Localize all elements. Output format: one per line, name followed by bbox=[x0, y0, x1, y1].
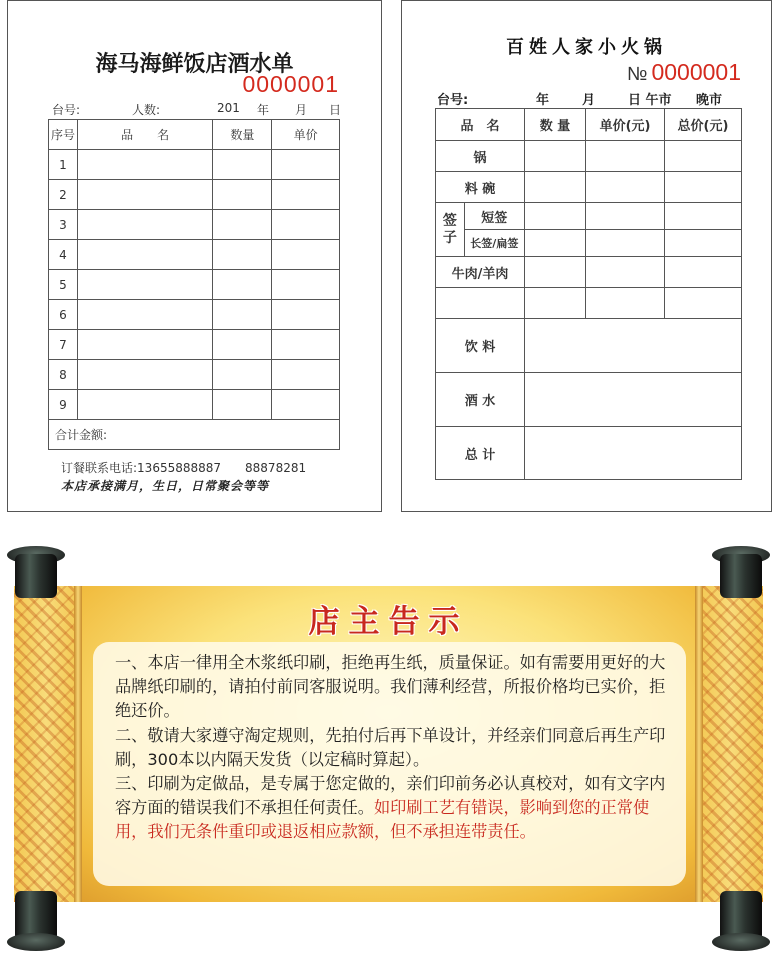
table-row bbox=[436, 203, 742, 230]
price-cell[interactable] bbox=[272, 210, 340, 240]
row-index: 4 bbox=[49, 240, 78, 270]
table-row bbox=[436, 288, 742, 319]
table-row bbox=[436, 319, 742, 373]
notice-paragraph-1: 一、本店一律用全木浆纸印刷，拒绝再生纸，质量保证。如有需要用更好的大品牌纸印刷的，请拍付前同客服说明。我们薄利经营，所报价格均已实价，拒绝还价。 bbox=[115, 653, 666, 721]
table-row bbox=[49, 150, 340, 180]
header-unit-price: 单价(元) bbox=[586, 109, 665, 141]
header-name: 品 名 bbox=[77, 120, 213, 150]
table-row bbox=[436, 141, 742, 172]
notice-paragraph-2: 二、敬请大家遵守淘定规则，先拍付后再下单设计，并经亲们同意后再生产印刷，300本以内隔天发货（以定稿时算起）。 bbox=[115, 725, 666, 769]
price-cell[interactable] bbox=[272, 360, 340, 390]
table-header bbox=[436, 109, 742, 141]
total-label: 合计金额: bbox=[49, 420, 340, 450]
quantity-cell[interactable] bbox=[213, 150, 272, 180]
header-quantity: 数 量 bbox=[524, 109, 585, 141]
roller-top-right bbox=[720, 554, 762, 598]
table-label: 台号: bbox=[52, 103, 81, 117]
total-price-cell[interactable] bbox=[664, 230, 741, 257]
table-row bbox=[436, 257, 742, 288]
header-total-price: 总价(元) bbox=[664, 109, 741, 141]
quantity-cell[interactable] bbox=[213, 270, 272, 300]
item-drinks: 饮 料 bbox=[436, 319, 525, 373]
notice-paragraph-3 bbox=[115, 772, 672, 845]
price-cell[interactable] bbox=[272, 390, 340, 420]
item-cell[interactable] bbox=[77, 300, 213, 330]
serial-number bbox=[627, 59, 741, 86]
item-cell[interactable] bbox=[436, 288, 525, 319]
table-row bbox=[49, 210, 340, 240]
quantity-cell[interactable] bbox=[524, 230, 585, 257]
price-cell[interactable] bbox=[272, 240, 340, 270]
service-slogan: 本店承接满月，生日，日常聚会等等 bbox=[61, 479, 270, 493]
year-prefix: 201 bbox=[217, 101, 240, 115]
drink-menu-form bbox=[7, 0, 382, 512]
total-price-cell[interactable] bbox=[664, 141, 741, 172]
unit-price-cell[interactable] bbox=[586, 288, 665, 319]
order-table bbox=[48, 119, 340, 450]
table-header bbox=[49, 120, 340, 150]
year-unit: 年 bbox=[257, 103, 270, 117]
price-cell[interactable] bbox=[272, 270, 340, 300]
row-index: 9 bbox=[49, 390, 78, 420]
quantity-cell[interactable] bbox=[524, 288, 585, 319]
table-row bbox=[49, 390, 340, 420]
quantity-cell[interactable] bbox=[213, 390, 272, 420]
quantity-cell[interactable] bbox=[524, 172, 585, 203]
header-index: 序号 bbox=[49, 120, 78, 150]
price-cell[interactable] bbox=[272, 330, 340, 360]
item-cell[interactable] bbox=[77, 270, 213, 300]
row-index: 2 bbox=[49, 180, 78, 210]
table-row bbox=[49, 300, 340, 330]
quantity-cell[interactable] bbox=[524, 257, 585, 288]
quantity-cell[interactable] bbox=[213, 360, 272, 390]
unit-price-cell[interactable] bbox=[586, 172, 665, 203]
item-cell[interactable] bbox=[77, 330, 213, 360]
unit-price-cell[interactable] bbox=[586, 203, 665, 230]
unit-price-cell[interactable] bbox=[586, 230, 665, 257]
item-short-skewer: 短签 bbox=[464, 203, 524, 230]
table-row bbox=[49, 180, 340, 210]
notice-title: 店主告示 bbox=[308, 604, 469, 640]
month-unit: 月 bbox=[582, 93, 596, 108]
roller-top-left bbox=[15, 554, 57, 598]
month-unit: 月 bbox=[295, 103, 308, 117]
total-price-cell[interactable] bbox=[664, 257, 741, 288]
row-index: 3 bbox=[49, 210, 78, 240]
table-row bbox=[49, 360, 340, 390]
number-symbol: № bbox=[627, 64, 648, 85]
total-price-cell[interactable] bbox=[664, 203, 741, 230]
row-index: 8 bbox=[49, 360, 78, 390]
table-row bbox=[49, 240, 340, 270]
evening-label: 晚市 bbox=[696, 93, 723, 108]
order-phone: 订餐联系电话:13655888887 88878281 bbox=[61, 461, 307, 475]
people-label: 人数: bbox=[132, 103, 161, 117]
table-row bbox=[49, 330, 340, 360]
item-cell[interactable] bbox=[77, 240, 213, 270]
item-beef-lamb: 牛肉/羊肉 bbox=[436, 257, 525, 288]
drinks-amount-cell[interactable] bbox=[524, 319, 741, 373]
roller-cap-bottom-right bbox=[712, 933, 770, 951]
table-row bbox=[49, 270, 340, 300]
noon-label: 日 午市 bbox=[628, 93, 672, 108]
notice-paragraph-3-black: 三、印刷为定做品，是专属于您定做的，亲们印前务必认真校对，如有文字内容方面的错误我们不承担任何责任。 bbox=[115, 774, 666, 818]
unit-price-cell[interactable] bbox=[586, 141, 665, 172]
quantity-cell[interactable] bbox=[213, 210, 272, 240]
row-index: 1 bbox=[49, 150, 78, 180]
item-sauce-bowl: 料 碗 bbox=[436, 172, 525, 203]
total-price-cell[interactable] bbox=[664, 172, 741, 203]
quantity-cell[interactable] bbox=[213, 240, 272, 270]
form-title: 海马海鲜饭店酒水单 bbox=[95, 51, 294, 77]
item-cell[interactable] bbox=[77, 180, 213, 210]
notice-text-box bbox=[93, 642, 686, 886]
notice-paragraph-3-red: 如印刷工艺有错误，影响到您的正常使用，我们无条件重印或退返相应款额，但不承担连带责任。 bbox=[115, 798, 650, 842]
quantity-cell[interactable] bbox=[524, 141, 585, 172]
item-alcohol: 酒 水 bbox=[436, 373, 525, 427]
price-cell[interactable] bbox=[272, 150, 340, 180]
total-row bbox=[49, 420, 340, 450]
item-skewers: 签子 bbox=[436, 203, 465, 257]
row-index: 6 bbox=[49, 300, 78, 330]
item-cell[interactable] bbox=[77, 390, 213, 420]
item-pot: 锅 bbox=[436, 141, 525, 172]
quantity-cell[interactable] bbox=[213, 180, 272, 210]
day-unit: 日 bbox=[329, 103, 342, 117]
table-label: 台号: bbox=[437, 93, 469, 108]
quantity-cell[interactable] bbox=[213, 300, 272, 330]
item-cell[interactable] bbox=[77, 210, 213, 240]
item-cell[interactable] bbox=[77, 360, 213, 390]
hotpot-order-form bbox=[401, 0, 772, 512]
unit-price-cell[interactable] bbox=[586, 257, 665, 288]
table-row bbox=[436, 172, 742, 203]
row-index: 5 bbox=[49, 270, 78, 300]
quantity-cell[interactable] bbox=[213, 330, 272, 360]
row-index: 7 bbox=[49, 330, 78, 360]
price-cell[interactable] bbox=[272, 300, 340, 330]
hotpot-table bbox=[435, 108, 742, 480]
total-amount-cell[interactable] bbox=[524, 427, 741, 480]
table-row bbox=[436, 427, 742, 480]
roller-cap-bottom-left bbox=[7, 933, 65, 951]
alcohol-amount-cell[interactable] bbox=[524, 373, 741, 427]
total-price-cell[interactable] bbox=[664, 288, 741, 319]
notice-scroll-banner bbox=[0, 546, 777, 956]
table-row bbox=[436, 230, 742, 257]
item-long-skewer: 长签/扁签 bbox=[464, 230, 524, 257]
header-quantity: 数量 bbox=[213, 120, 272, 150]
item-total: 总 计 bbox=[436, 427, 525, 480]
item-cell[interactable] bbox=[77, 150, 213, 180]
form-title: 百姓人家小火锅 bbox=[506, 37, 667, 58]
serial-value: 0000001 bbox=[651, 59, 741, 85]
quantity-cell[interactable] bbox=[524, 203, 585, 230]
price-cell[interactable] bbox=[272, 180, 340, 210]
table-row bbox=[436, 373, 742, 427]
header-price: 单价 bbox=[272, 120, 340, 150]
serial-number: 0000001 bbox=[242, 71, 339, 97]
header-name: 品 名 bbox=[436, 109, 525, 141]
year-unit: 年 bbox=[536, 93, 550, 108]
